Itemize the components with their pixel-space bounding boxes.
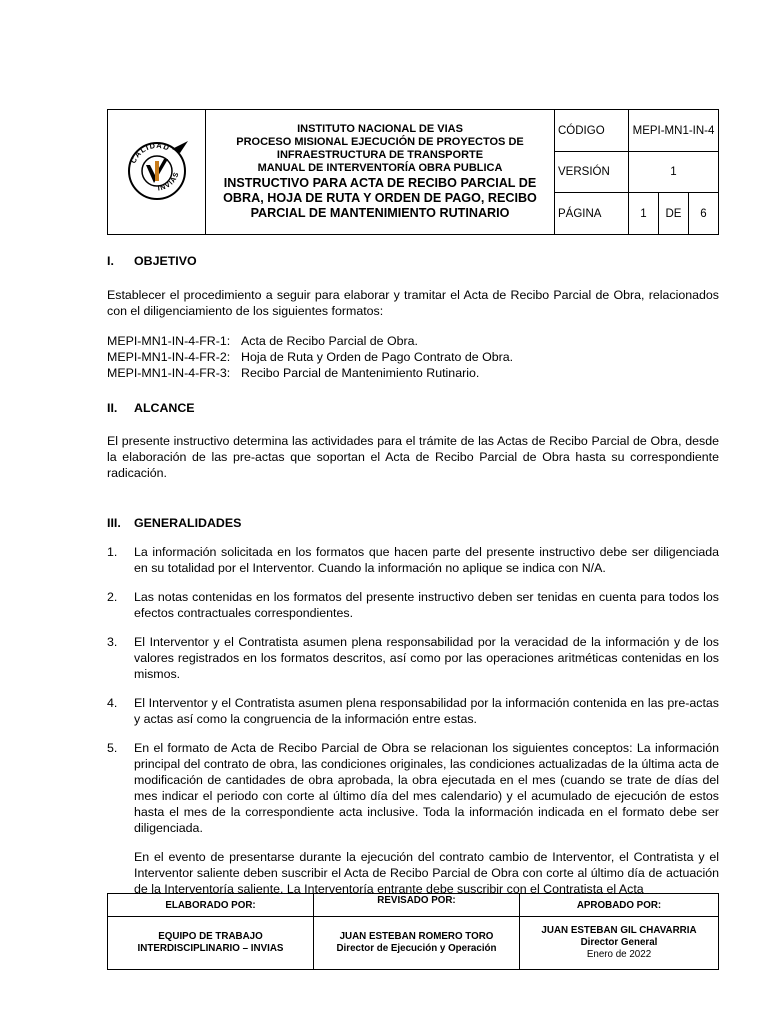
document-title-cell	[206, 110, 555, 235]
version-value: 1	[629, 152, 719, 193]
generalidades-list	[107, 544, 719, 836]
pagina-label: PÁGINA	[555, 193, 629, 235]
section-heading-alcance: II. ALCANCE	[107, 401, 195, 415]
list-item: 5. En el formato de Acta de Recibo Parcial de Obra se relacionan los siguientes conceptos: La información principal del contrato de obra, las condiciones originales, las condiciones actualizadas de la última acta de modificación de cantidades de obra aprobada, la obra ejecutada en el mes (cuando se trate de días del mes indicar el periodo con corte al último día del mes calendario) y el acumulado de ejecución de estos hasta el mes de la correspondiente acta inclusive. Toda la información indicada en el formato debe ser diligenciada.	[107, 741, 719, 835]
format-item: MEPI-MN1-IN-4-FR-2: Hoja de Ruta y Orden de Pago Contrato de Obra.	[107, 350, 514, 364]
list-item: 1. La información solicitada en los formatos que hacen parte del presente instructivo debe ser diligenciada en su totalidad por el Interventor. Cuando la información no aplique se indica con N/A.	[107, 545, 719, 575]
aprobado-cell	[520, 917, 719, 970]
elaborado-name-1: EQUIPO DE TRABAJO	[158, 931, 263, 942]
document-body	[107, 253, 719, 897]
format-item: MEPI-MN1-IN-4-FR-3: Recibo Parcial de Mantenimiento Rutinario.	[107, 366, 480, 380]
section-heading-objetivo: I. OBJETIVO	[107, 254, 197, 268]
svg-text:INVIAS: INVIAS	[156, 170, 181, 192]
page-total: 6	[689, 193, 719, 235]
process-name: PROCESO MISIONAL EJECUCIÓN DE PROYECTOS DE INFRAESTRUCTURA DE TRANSPORTE	[236, 136, 524, 161]
revisado-cell	[314, 917, 520, 970]
codigo-value: MEPI-MN1-IN-4	[629, 110, 719, 152]
invias-calidad-logo	[122, 135, 192, 205]
list-item: 3. El Interventor y el Contratista asumen plena responsabilidad por la veracidad de la información y de los valores registrados en los formatos descritos, así como por las operaciones aritméticas contenidas en los mismos.	[107, 635, 719, 681]
page-de: DE	[659, 193, 689, 235]
approval-table	[107, 893, 719, 970]
list-item: 4. El Interventor y el Contratista asumen plena responsabilidad por la información contenida en las pre-actas y actas así como la congruencia de la información entre estas.	[107, 696, 719, 726]
document-header-table	[107, 109, 719, 235]
document-title: INSTRUCTIVO PARA ACTA DE RECIBO PARCIAL DE OBRA, HOJA DE RUTA Y ORDEN DE PAGO, RECIBO PARCIAL DE MANTENIMIENTO RUTINARIO	[223, 176, 537, 220]
elaborado-cell	[108, 917, 314, 970]
revisado-name: JUAN ESTEBAN ROMERO TORO	[339, 931, 494, 942]
objetivo-text: Establecer el procedimiento a seguir para elaborar y tramitar el Acta de Recibo Parcial de Obra, relacionados con el diligenciamiento de los siguientes formatos:	[107, 288, 719, 318]
aprobado-label: APROBADO POR:	[520, 894, 719, 917]
format-list	[107, 333, 719, 381]
section-heading-generalidades: III. GENERALIDADES	[107, 516, 242, 530]
aprobado-date: Enero de 2022	[586, 949, 652, 960]
aprobado-name: JUAN ESTEBAN GIL CHAVARRIA	[541, 925, 697, 936]
revisado-label: REVISADO POR:	[314, 894, 520, 917]
page-current: 1	[629, 193, 659, 235]
generalidades-continuation: En el evento de presentarse durante la ejecución del contrato cambio de Interventor, el Contratista y el Interventor saliente deben suscribir el Acta de Recibo Parcial de Obra con corte al último día de actuación de la Interventoría saliente. La Interventoría entrante debe suscribir con el Contratista el Acta	[134, 850, 719, 896]
elaborado-name-2: INTERDISCIPLINARIO – INVIAS	[137, 943, 284, 954]
svg-text:CALIDAD: CALIDAD	[128, 140, 171, 165]
alcance-text: El presente instructivo determina las actividades para el trámite de las Actas de Recibo Parcial de Obra, desde la elaboración de las pre-actas que soportan el Acta de Recibo Parcial de Obra hasta su correspondiente radicación.	[107, 434, 719, 480]
list-item: 2. Las notas contenidas en los formatos del presente instructivo deben ser tenidas en cuenta para todos los efectos contractuales correspondientes.	[107, 590, 719, 620]
manual-name: MANUAL DE INTERVENTORÍA OBRA PUBLICA	[257, 162, 503, 174]
elaborado-label: ELABORADO POR:	[108, 894, 314, 917]
format-item: MEPI-MN1-IN-4-FR-1: Acta de Recibo Parcial de Obra.	[107, 334, 419, 348]
aprobado-role: Director General	[580, 937, 658, 948]
revisado-role: Director de Ejecución y Operación	[336, 943, 497, 954]
codigo-label: CÓDIGO	[555, 110, 629, 152]
version-label: VERSIÓN	[555, 152, 629, 193]
logo-cell	[108, 110, 206, 235]
institute-name: INSTITUTO NACIONAL DE VIAS	[297, 123, 463, 135]
